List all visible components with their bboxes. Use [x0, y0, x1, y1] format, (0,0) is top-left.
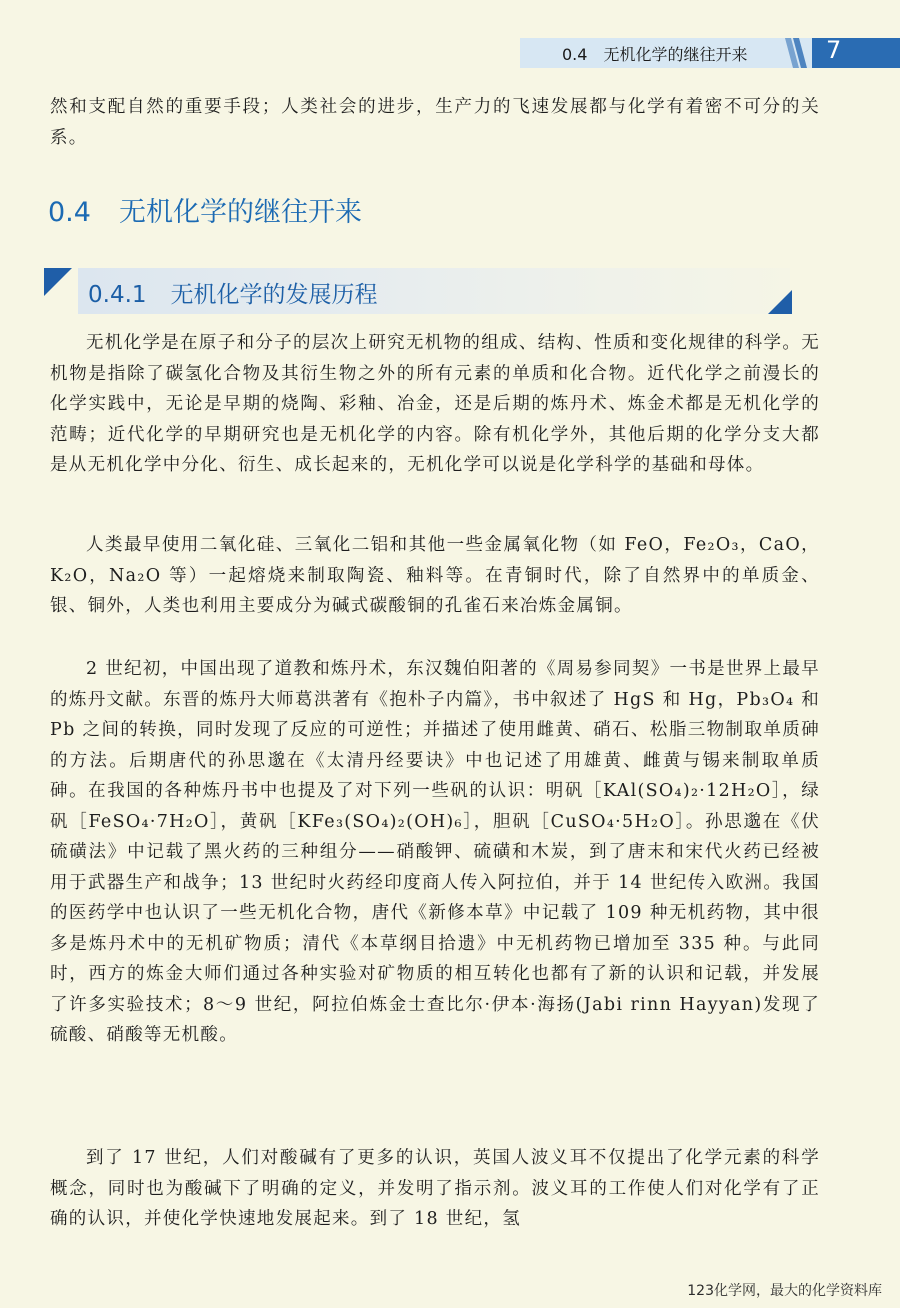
subsection-title: 无机化学的发展历程	[170, 282, 378, 308]
subsection-number: 0.4.1	[88, 282, 147, 308]
section-heading	[48, 190, 362, 229]
body-paragraph: 人类最早使用二氧化硅、三氧化二铝和其他一些金属氧化物（如 FeO，Fe₂O₃，CaO，K₂O，Na₂O 等）一起熔烧来制取陶瓷、釉料等。在青铜时代，除了自然界中的单质金、银、铜外，人类也利用主要成分为碱式碳酸铜的孔雀石来冶炼金属铜。	[50, 535, 820, 616]
corner-triangle-icon	[44, 268, 72, 296]
running-header-title: 0.4 无机化学的继往开来	[562, 45, 748, 64]
subsection-heading	[88, 276, 378, 309]
site-watermark: 123化学网，最大的化学资料库	[687, 1283, 882, 1299]
header-stripe-decoration	[785, 38, 815, 68]
page-number: 7	[826, 36, 842, 64]
section-number: 0.4	[48, 197, 91, 228]
body-paragraph: 到了 17 世纪，人们对酸碱有了更多的认识，英国人波义耳不仅提出了化学元素的科学概念，同时也为酸碱下了明确的定义，并发明了指示剂。波义耳的工作使人们对化学有了正确的认识，并使化学快速地发展起来。到了 18 世纪，氢	[50, 1148, 820, 1229]
corner-triangle-icon	[768, 290, 792, 314]
section-title: 无机化学的继往开来	[118, 197, 362, 228]
body-paragraph: 2 世纪初，中国出现了道教和炼丹术，东汉魏伯阳著的《周易参同契》一书是世界上最早的炼丹文献。东晋的炼丹大师葛洪著有《抱朴子内篇》，书中叙述了 HgS 和 Hg，Pb₃O₄ 和 Pb 之间的转换，同时发现了反应的可逆性；并描述了使用雌黄、硝石、松脂三物制取单质砷的方法。后期唐代的孙思邈在《太清丹经要诀》中也记述了用雄黄、雌黄与锡来制取单质砷。在我国的各种炼丹书中也提及了对下列一些矾的认识：明矾［KAl(SO₄)₂·12H₂O］，绿矾［FeSO₄·7H₂O］，黄矾［KFe₃(SO₄)₂(OH)₆］，胆矾［CuSO₄·5H₂O］。孙思邈在《伏硫磺法》中记载了黑火药的三种组分——硝酸钾、硫磺和木炭，到了唐末和宋代火药已经被用于武器生产和战争；13 世纪时火药经印度商人传入阿拉伯，并于 14 世纪传入欧洲。我国的医药学中也认识了一些无机化合物，唐代《新修本草》中记载了 109 种无机药物，其中很多是炼丹术中的无机矿物质；清代《本草纲目拾遗》中无机药物已增加至 335 种。与此同时，西方的炼金大师们通过各种实验对矿物质的相互转化也都有了新的认识和记载，并发展了许多实验技术；8～9 世纪，阿拉伯炼金士查比尔·伊本·海扬(Jabi rinn Hayyan)发现了硫酸、硝酸等无机酸。	[50, 659, 820, 1045]
body-paragraph: 无机化学是在原子和分子的层次上研究无机物的组成、结构、性质和变化规律的科学。无机物是指除了碳氢化合物及其衍生物之外的所有元素的单质和化合物。近代化学之前漫长的化学实践中，无论是早期的烧陶、彩釉、冶金，还是后期的炼丹术、炼金术都是无机化学的范畴；近代化学的早期研究也是无机化学的内容。除有机化学外，其他后期的化学分支大都是从无机化学中分化、衍生、成长起来的，无机化学可以说是化学科学的基础和母体。	[50, 333, 820, 475]
intro-paragraph: 然和支配自然的重要手段；人类社会的进步，生产力的飞速发展都与化学有着密不可分的关系。	[50, 97, 820, 148]
